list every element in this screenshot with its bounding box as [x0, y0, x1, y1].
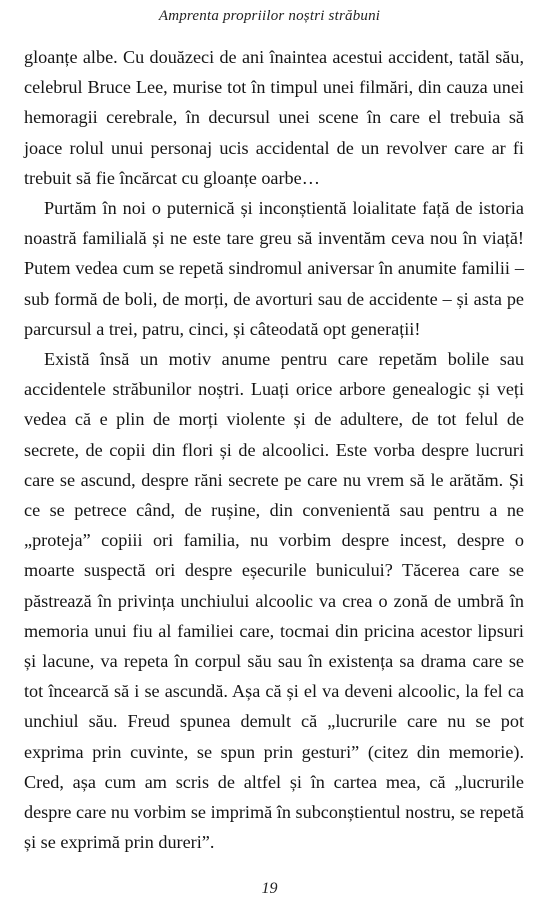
- paragraph-family-loyalty: Purtăm în noi o puternică și inconștientă loialitate față de istoria noastră familială și ne este tare greu să inventăm ceva nou în viață! Putem vedea cum se repetă sindromul aniversar în anumite familii – sub formă de boli, de morți, de avorturi sau de accidente – și asta pe parcursul a trei, patru, cinci, și câteodată opt generații!: [24, 198, 524, 339]
- body-text: [24, 42, 524, 857]
- paragraph-repeated-illnesses: Există însă un motiv anume pentru care repetăm bolile sau accidentele străbunilor noștri. Luați orice arbore genealogic și veți vedea că e plin de morți violente și de adultere, de tot felul de secrete, de copii din flori și de alcoolici. Este vorba despre lucruri care se ascund, despre răni secrete pe care nu vrem să le arătăm. Și ce se petrece când, de rușine, din convenientă sau pentru a ne „proteja” copiii ori familia, nu vorbim despre incest, despre o moarte suspectă ori despre eșecurile bunicului? Tăcerea care se păstrează în privința unchiului alcoolic va crea o zonă de umbră în memoria unui fiu al familiei care, tocmai din pricina acestor lipsuri și lacune, va repeta în corpul său sau în existența sa drama care se tot încearcă să i se ascundă. Așa că și el va deveni alcoolic, la fel ca unchiul său. Freud spunea demult că „lucrurile care nu se pot exprima prin cuvinte, se spun prin gesturi” (citez din memorie). Cred, așa cum am scris de altfel și în cartea mea, că „lucrurile despre care nu vorbim se imprimă în subconștientul nostru, se repetă și se exprimă prin dureri”.: [24, 349, 524, 853]
- page-number: 19: [261, 880, 278, 897]
- paragraph-continued: gloanțe albe. Cu douăzeci de ani înaintea acestui accident, tatăl său, celebrul Bruce Lee, murise tot în timpul unei filmări, din cauza unei hemoragii cerebrale, în decursul unei scene în care el trebuia să joace rolul unui personaj ucis accidental de un revolver care ar fi trebuit să fie încărcat cu gloanțe oarbe…: [24, 47, 524, 188]
- running-header: Amprenta propriilor noștri străbuni: [158, 8, 381, 24]
